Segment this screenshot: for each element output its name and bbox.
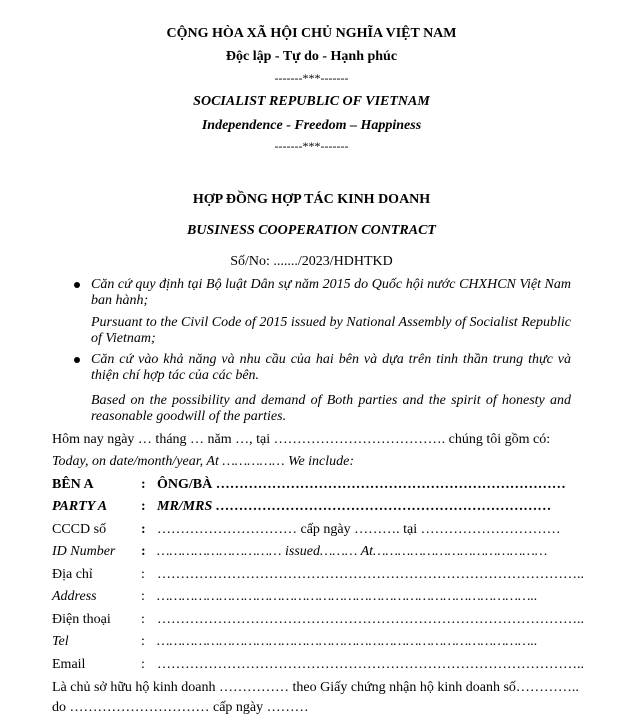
contract-title-en: BUSINESS COOPERATION CONTRACT (187, 223, 436, 238)
en-motto: Independence - Freedom – Happiness (201, 118, 422, 133)
field-value[interactable]: ………………………… issued……… At…………………………………… (157, 544, 548, 559)
bullet-text-en: Pursuant to the Civil Code of 2015 issued by National Assembly of Socialist Republic of Vietnam; (91, 315, 571, 346)
issued-line: do ………………………… cấp ngày ……… (52, 700, 309, 715)
field-colon: : (141, 634, 145, 649)
vn-country-heading: CỘNG HÒA XÃ HỘI CHỦ NGHĨA VIỆT NAM (166, 26, 457, 41)
field-label: Email (52, 657, 86, 672)
bullet-icon (74, 282, 80, 288)
field-value[interactable]: ……………………………………………………………………………….. (157, 634, 538, 649)
field-colon: : (141, 589, 145, 604)
field-label: PARTY A (52, 499, 108, 514)
contract-title-vn: HỢP ĐỒNG HỢP TÁC KINH DOANH (192, 192, 431, 207)
owner-line: Là chủ sở hữu hộ kinh doanh …………… theo Giấy chứng nhận hộ kinh doanh số………….. (52, 680, 579, 695)
field-label: Tel (52, 634, 69, 649)
intro-en: Today, on date/month/year, At …………… We include: (52, 454, 355, 469)
separator: -------***------- (274, 71, 349, 85)
field-colon: : (141, 499, 146, 514)
field-colon: : (141, 477, 146, 492)
field-value[interactable]: ……………………………………………………………………………….. (157, 612, 584, 627)
contract-number (0, 254, 623, 270)
field-value[interactable]: ………………………… cấp ngày ………. tại ………………………… (157, 522, 561, 537)
field-colon: : (141, 567, 145, 582)
field-label: BÊN A (52, 477, 94, 492)
field-value[interactable]: ÔNG/BÀ ………………………………………………………………… (157, 477, 566, 492)
contract-number-value: ......./2023/HDHTKD (273, 254, 393, 269)
vn-motto: Độc lập - Tự do - Hạnh phúc (225, 49, 398, 64)
bullet-text-vn: Căn cứ vào khả năng và nhu cầu của hai bên và dựa trên tinh thần trung thực và thiện chí hợp tác của các bên. (91, 352, 571, 383)
field-label: Address (52, 589, 97, 604)
field-colon: : (141, 657, 145, 672)
field-value[interactable]: ……………………………………………………………………………….. (157, 567, 584, 582)
field-label: Điện thoại (52, 612, 111, 627)
en-country-heading: SOCIALIST REPUBLIC OF VIETNAM (193, 94, 430, 109)
field-value[interactable]: MR/MRS ……………………………………………………………… (157, 499, 552, 514)
field-value[interactable]: ……………………………………………………………………………….. (157, 657, 584, 672)
intro-vn: Hôm nay ngày … tháng … năm …, tại ………………………………. chúng tôi gồm có: (52, 432, 551, 447)
field-colon: : (141, 522, 146, 537)
field-label: ID Number (52, 544, 116, 559)
contract-number-label: Số/No: (230, 254, 274, 269)
bullet-text-vn: Căn cứ quy định tại Bộ luật Dân sự năm 2015 do Quốc hội nước CHXHCN Việt Nam ban hành; (91, 277, 571, 308)
field-label: CCCD số (52, 522, 107, 537)
field-colon: : (141, 544, 146, 559)
bullet-text-en: Based on the possibility and demand of Both parties and the spirit of honesty and reasonable goodwill of the parties. (91, 393, 571, 424)
field-label: Địa chỉ (52, 567, 93, 582)
separator: -------***------- (274, 139, 349, 153)
bullet-icon (74, 357, 80, 363)
field-colon: : (141, 612, 145, 627)
field-value[interactable]: ……………………………………………………………………………….. (157, 589, 538, 604)
